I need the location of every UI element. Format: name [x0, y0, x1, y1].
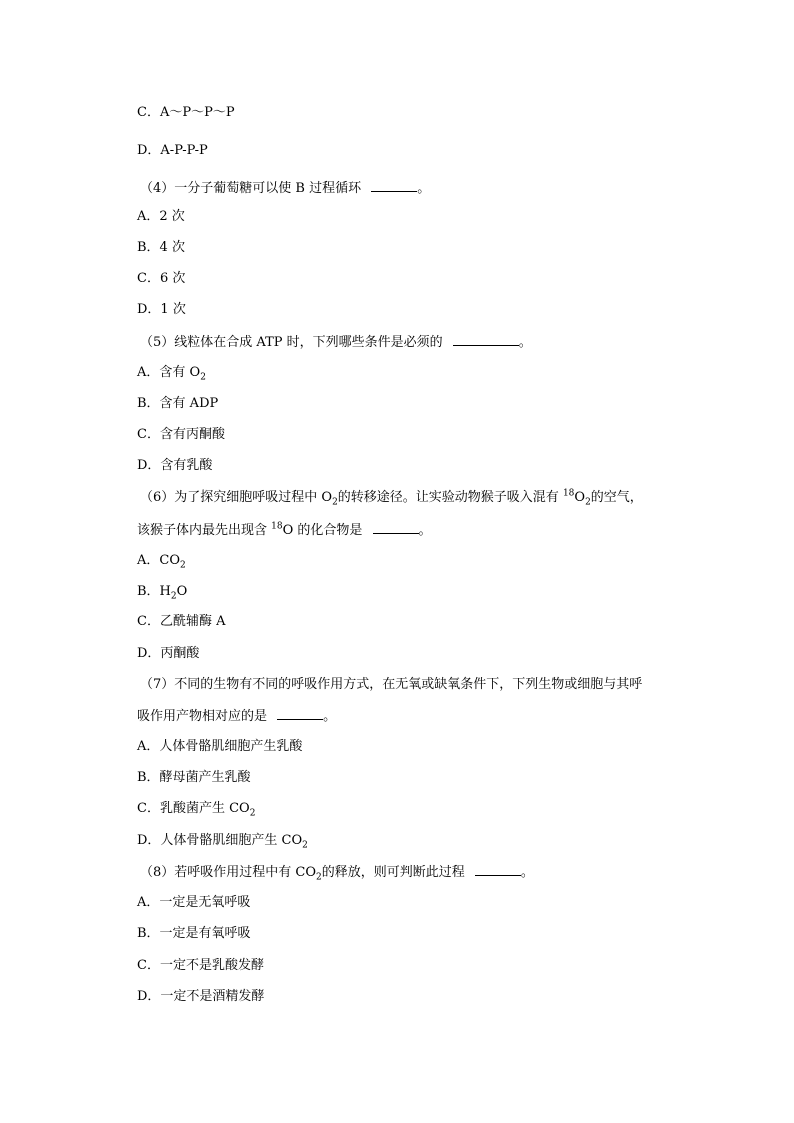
option-4a: A．2 次 [137, 209, 185, 224]
option-8b: B．一定是有氧呼吸 [137, 926, 251, 941]
option-7d: D．人体骨骼肌细胞产生 $CO_2$ [137, 833, 308, 851]
option-6d: D．丙酮酸 [137, 646, 200, 661]
option-8d: D．一定不是酒精发酵 [137, 989, 265, 1004]
option-3c: C．A～P～P～P [137, 105, 235, 120]
option-8c: C．一定不是乳酸发酵 [137, 958, 264, 973]
question-4: （4）一分子葡萄糖可以使 B 过程循环 。 [140, 181, 431, 196]
option-7c: C．乳酸菌产生 $CO_2$ [137, 801, 256, 819]
option-6a: A．$CO_2$ [137, 553, 186, 571]
option-5c: C．含有丙酮酸 [137, 427, 225, 442]
option-8a: A．一定是无氧呼吸 [137, 895, 251, 910]
option-4c: C．6 次 [137, 271, 186, 286]
question-5: （5）线粒体在合成 ATP 时，下列哪些条件是必须的 。 [140, 335, 532, 350]
answer-blank [373, 521, 419, 534]
option-3d: D．A-P-P-P [137, 143, 208, 158]
question-7-line-1: （7）不同的生物有不同的呼吸作用方式，在无氧或缺氧条件下，下列生物或细胞与其呼 [140, 677, 643, 692]
answer-blank [475, 863, 521, 876]
option-7a: A．人体骨骼肌细胞产生乳酸 [137, 739, 303, 754]
question-7-line-2: 吸作用产物相对应的是 。 [137, 709, 337, 724]
question-6-line-2: 该猴子体内最先出现含 $^{18}$O 的化合物是 。 [137, 521, 432, 538]
question-8: （8）若呼吸作用过程中有 $CO_2$的释放，则可判断此过程 。 [140, 865, 534, 883]
option-6b: B．$H_2O$ [137, 584, 188, 602]
option-6c: C．乙酰辅酶 A [137, 614, 226, 629]
option-5a: A．含有 $O_2$ [137, 365, 206, 383]
answer-blank [453, 333, 519, 346]
option-5d: D．含有乳酸 [137, 458, 213, 473]
question-6-line-1: （6）为了探究细胞呼吸过程中 $O_2$的转移途径。让实验动物猴子吸入混有 $^{18}O_2$的空气， [140, 488, 643, 508]
answer-blank [277, 707, 323, 720]
option-5b: B．含有 ADP [137, 396, 219, 411]
option-4d: D．1 次 [137, 302, 186, 317]
answer-blank [371, 179, 417, 192]
option-4b: B．4 次 [137, 240, 185, 255]
option-7b: B．酵母菌产生乳酸 [137, 770, 251, 785]
